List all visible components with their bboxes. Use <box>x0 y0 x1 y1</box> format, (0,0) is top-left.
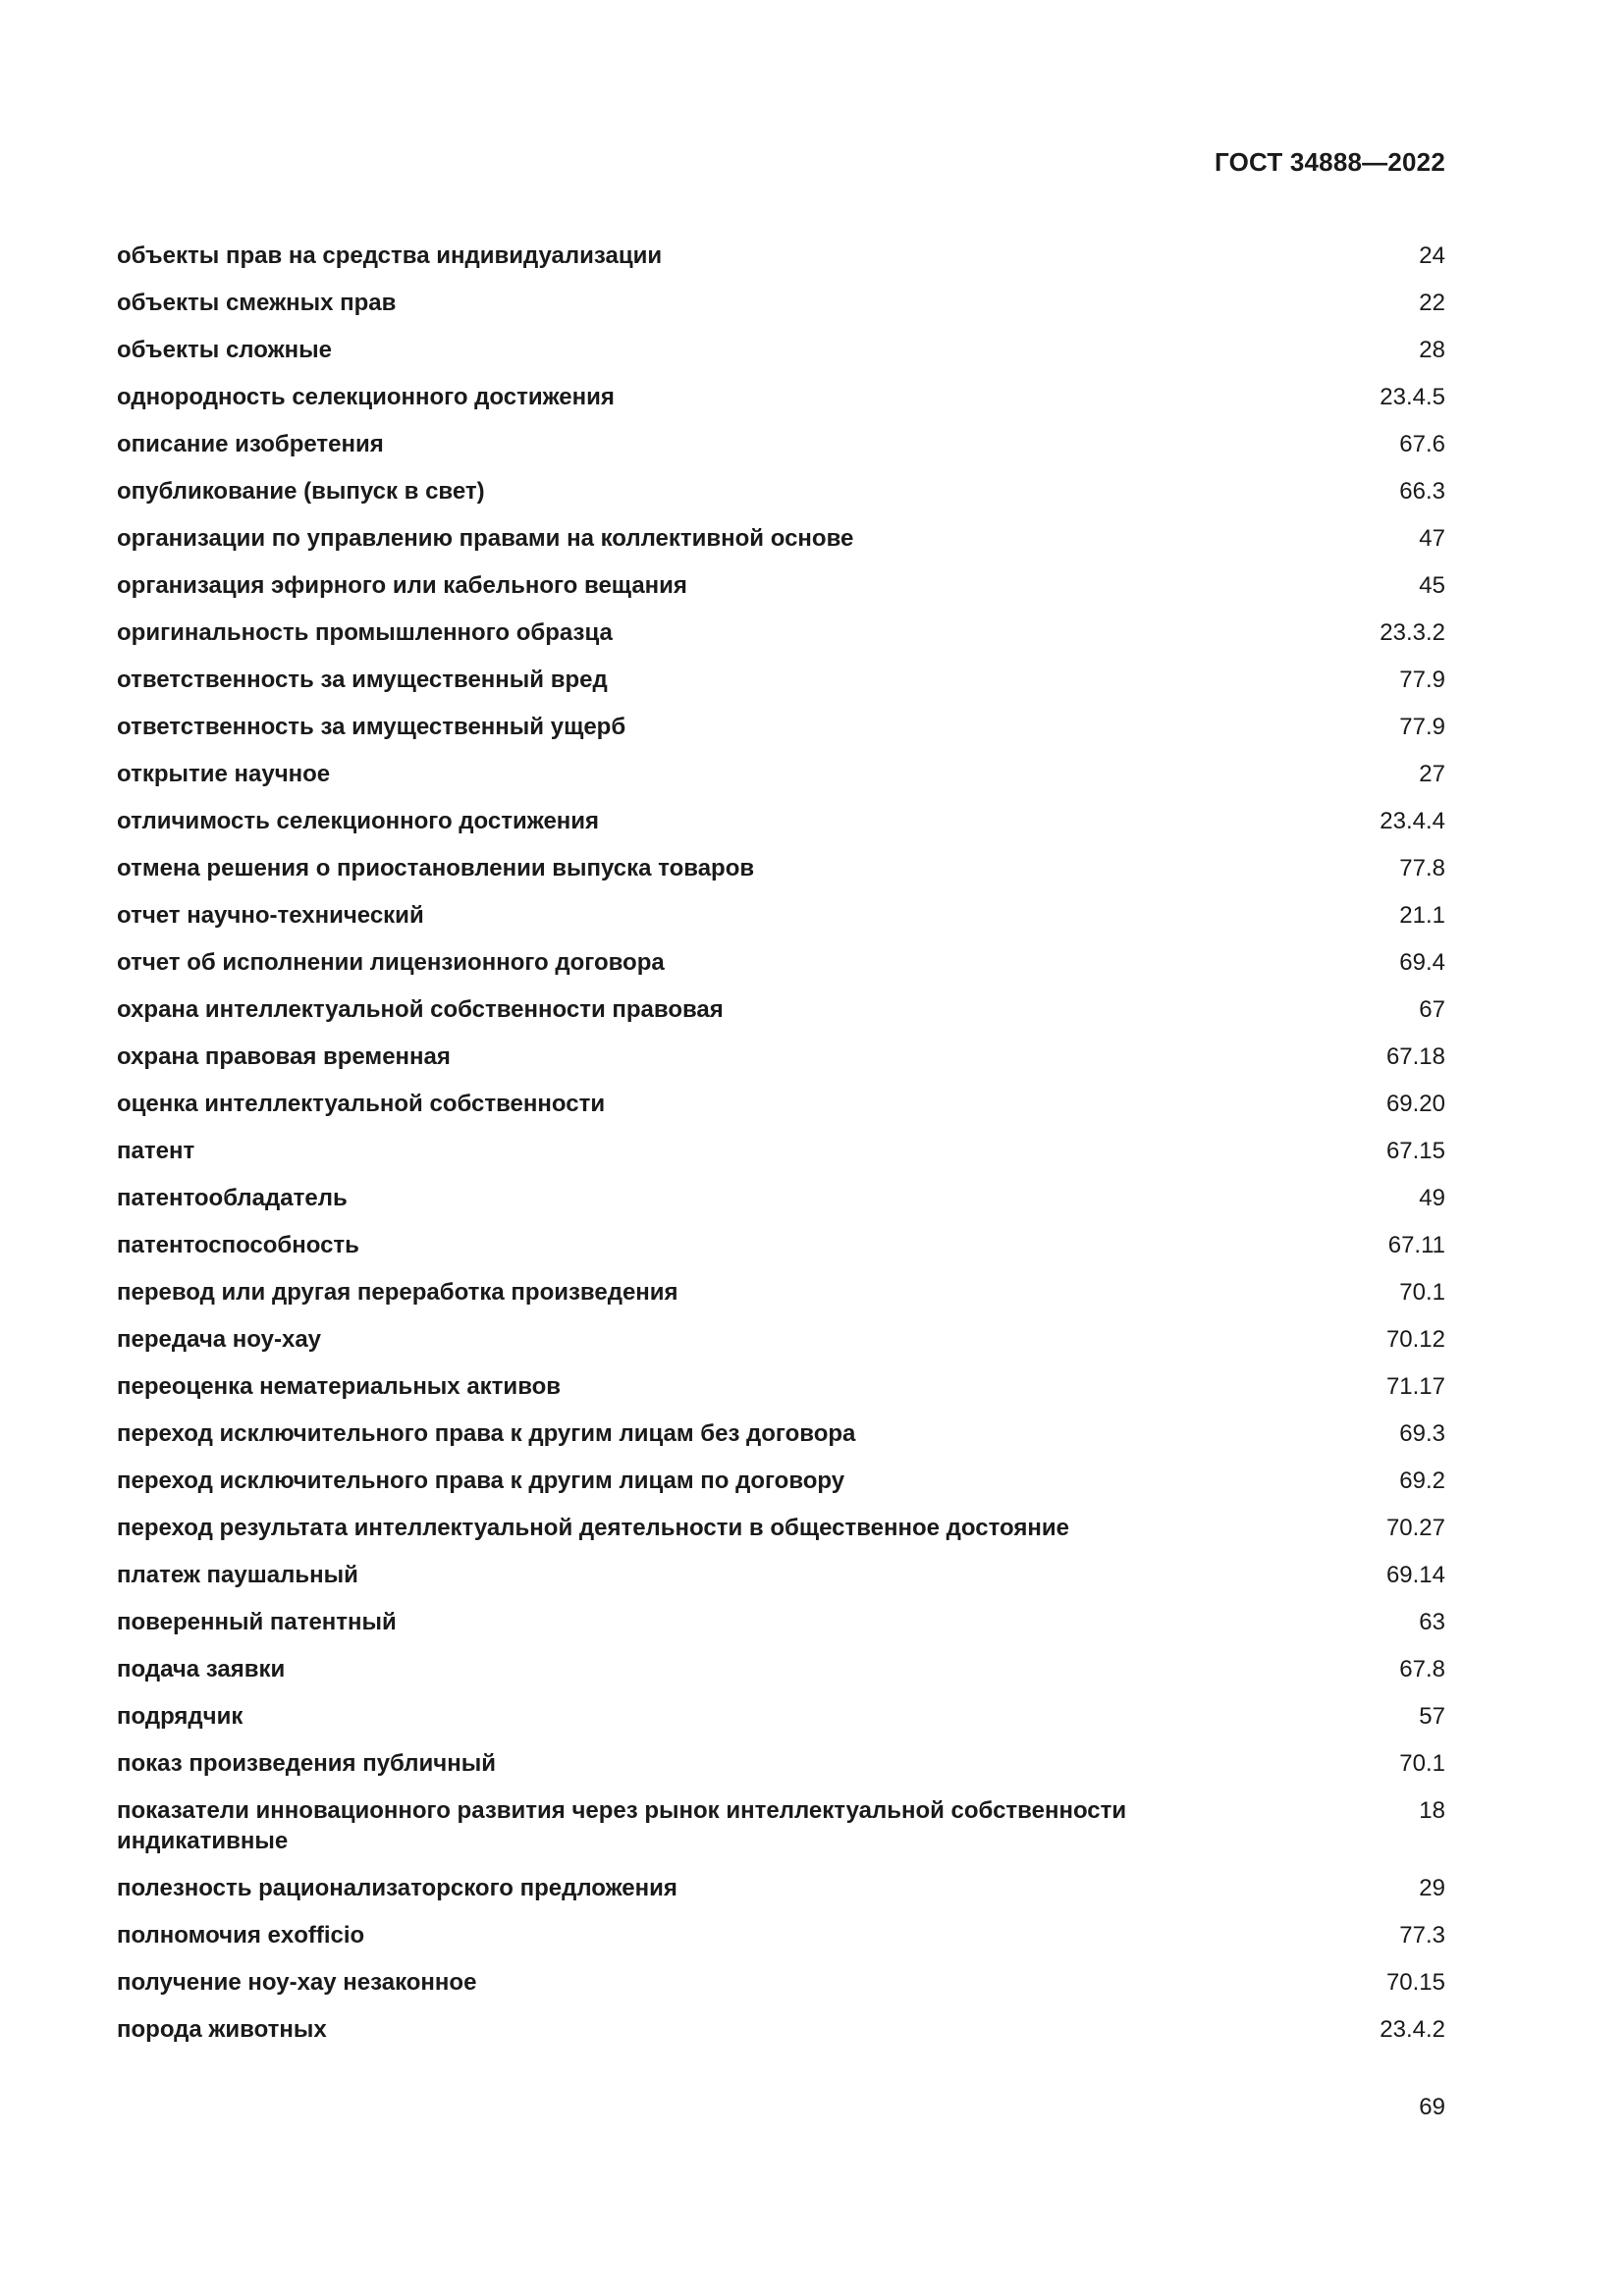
index-reference-number: 77.9 <box>1399 714 1445 740</box>
index-entry <box>117 1277 1445 1324</box>
index-term: патент <box>117 1138 195 1164</box>
index-entry <box>117 429 1445 476</box>
index-term: патентообладатель <box>117 1185 348 1211</box>
index-reference-number: 45 <box>1419 572 1445 599</box>
index-reference-number: 66.3 <box>1399 478 1445 505</box>
index-reference-number: 23.4.2 <box>1380 2016 1445 2043</box>
index-term: объекты прав на средства индивидуализации <box>117 242 663 269</box>
index-term: переход исключительного права к другим лицам без договора <box>117 1420 856 1447</box>
index-entry <box>117 382 1445 429</box>
index-reference-number: 23.3.2 <box>1380 619 1445 646</box>
index-entry <box>117 1701 1445 1748</box>
index-reference-number: 70.1 <box>1399 1750 1445 1777</box>
index-entry <box>117 1230 1445 1277</box>
index-entry <box>117 806 1445 853</box>
index-entry <box>117 1560 1445 1607</box>
index-term: охрана правовая временная <box>117 1043 451 1070</box>
index-reference-number: 22 <box>1419 290 1445 316</box>
index-term: однородность селекционного достижения <box>117 384 615 410</box>
index-reference-number: 67.11 <box>1387 1232 1445 1258</box>
index-reference-number: 69.14 <box>1385 1562 1445 1588</box>
index-entry <box>117 288 1445 335</box>
index-entry <box>117 570 1445 617</box>
index-term: отличимость селекционного достижения <box>117 808 600 834</box>
index-reference-number: 67.15 <box>1385 1138 1445 1164</box>
document-header: ГОСТ 34888—2022 <box>1215 147 1445 177</box>
index-term: организации по управлению правами на коллективной основе <box>117 525 854 552</box>
index-entry <box>117 994 1445 1041</box>
index-entry <box>117 1920 1445 1967</box>
index-term: объекты смежных прав <box>117 290 397 316</box>
index-term: организация эфирного или кабельного вещания <box>117 572 687 599</box>
index-entry <box>117 665 1445 712</box>
index-term: показатели инновационного развития через рынок интеллектуальной собственности индикативные <box>117 1797 1127 1854</box>
index-term: подрядчик <box>117 1703 244 1730</box>
index-entry <box>117 1183 1445 1230</box>
index-reference-number: 23.4.4 <box>1380 808 1445 834</box>
index-term: полномочия exofficio <box>117 1922 365 1949</box>
index-reference-number: 77.3 <box>1399 1922 1445 1949</box>
index-reference-number: 24 <box>1419 242 1445 269</box>
index-entry <box>117 900 1445 947</box>
index-reference-number: 28 <box>1419 337 1445 363</box>
index-term: передача ноу-хау <box>117 1326 322 1353</box>
index-reference-number: 70.15 <box>1385 1969 1445 1996</box>
index-term: переход исключительного права к другим лицам по договору <box>117 1468 845 1494</box>
index-entry <box>117 1041 1445 1089</box>
index-term: описание изобретения <box>117 431 384 457</box>
index-reference-number: 18 <box>1419 1797 1445 1824</box>
index-reference-number: 70.27 <box>1385 1515 1445 1541</box>
index-term: оригинальность промышленного образца <box>117 619 613 646</box>
index-reference-number: 70.12 <box>1385 1326 1445 1353</box>
index-entry <box>117 1136 1445 1183</box>
index-entry <box>117 853 1445 900</box>
index-term: отчет научно-технический <box>117 902 424 929</box>
index-term: перевод или другая переработка произведения <box>117 1279 678 1306</box>
index-term: полезность рационализаторского предложения <box>117 1875 677 1901</box>
index-reference-number: 27 <box>1419 761 1445 787</box>
index-reference-number: 69.3 <box>1399 1420 1445 1447</box>
index-reference-number: 49 <box>1419 1185 1445 1211</box>
index-term: поверенный патентный <box>117 1609 397 1635</box>
index-reference-number: 21.1 <box>1399 902 1445 929</box>
index-reference-number: 69.4 <box>1399 949 1445 976</box>
index-reference-number: 23.4.5 <box>1380 384 1445 410</box>
index-term: патентоспособность <box>117 1232 359 1258</box>
index-reference-number: 69.20 <box>1385 1091 1445 1117</box>
index-reference-number: 67.18 <box>1385 1043 1445 1070</box>
index-term: порода животных <box>117 2016 327 2043</box>
index-reference-number: 69.2 <box>1399 1468 1445 1494</box>
index-reference-number: 71.17 <box>1385 1373 1445 1400</box>
index-entry <box>117 1371 1445 1418</box>
index-entry <box>117 2014 1445 2061</box>
index-term: охрана интеллектуальной собственности правовая <box>117 996 724 1023</box>
index-entry <box>117 476 1445 523</box>
index-entry <box>117 1654 1445 1701</box>
index-term: ответственность за имущественный вред <box>117 667 608 693</box>
index-reference-number: 57 <box>1419 1703 1445 1730</box>
index-term: ответственность за имущественный ущерб <box>117 714 626 740</box>
index-reference-number: 77.8 <box>1399 855 1445 881</box>
index-entry <box>117 759 1445 806</box>
page-number: 69 <box>1419 2094 1445 2120</box>
index-entry <box>117 617 1445 665</box>
index-term: оценка интеллектуальной собственности <box>117 1091 606 1117</box>
index-term: показ произведения публичный <box>117 1750 496 1777</box>
index-reference-number: 29 <box>1419 1875 1445 1901</box>
index-entry <box>117 240 1445 288</box>
index-term: переоценка нематериальных активов <box>117 1373 562 1400</box>
index-reference-number: 77.9 <box>1399 667 1445 693</box>
index-term: получение ноу-хау незаконное <box>117 1969 477 1996</box>
index-entry <box>117 1607 1445 1654</box>
index-term: переход результата интеллектуальной деятельности в общественное достояние <box>117 1515 1069 1541</box>
index-entry <box>117 1873 1445 1920</box>
index-entry <box>117 1513 1445 1560</box>
index-entry <box>117 1324 1445 1371</box>
index-entry <box>117 1748 1445 1795</box>
index-reference-number: 47 <box>1419 525 1445 552</box>
alphabetical-index <box>117 240 1445 2061</box>
index-reference-number: 67 <box>1419 996 1445 1023</box>
index-entry <box>117 1967 1445 2014</box>
index-entry <box>117 335 1445 382</box>
index-entry <box>117 523 1445 570</box>
index-term: опубликование (выпуск в свет) <box>117 478 485 505</box>
index-reference-number: 67.6 <box>1399 431 1445 457</box>
index-entry <box>117 712 1445 759</box>
index-reference-number: 67.8 <box>1399 1656 1445 1682</box>
index-entry <box>117 1795 1445 1873</box>
index-entry <box>117 1089 1445 1136</box>
index-reference-number: 70.1 <box>1399 1279 1445 1306</box>
index-term: открытие научное <box>117 761 331 787</box>
index-entry <box>117 947 1445 994</box>
index-reference-number: 63 <box>1419 1609 1445 1635</box>
index-entry <box>117 1418 1445 1466</box>
index-term: объекты сложные <box>117 337 332 363</box>
index-term: подача заявки <box>117 1656 286 1682</box>
index-term: отчет об исполнении лицензионного договора <box>117 949 665 976</box>
index-entry <box>117 1466 1445 1513</box>
index-term: отмена решения о приостановлении выпуска товаров <box>117 855 755 881</box>
index-term: платеж паушальный <box>117 1562 358 1588</box>
